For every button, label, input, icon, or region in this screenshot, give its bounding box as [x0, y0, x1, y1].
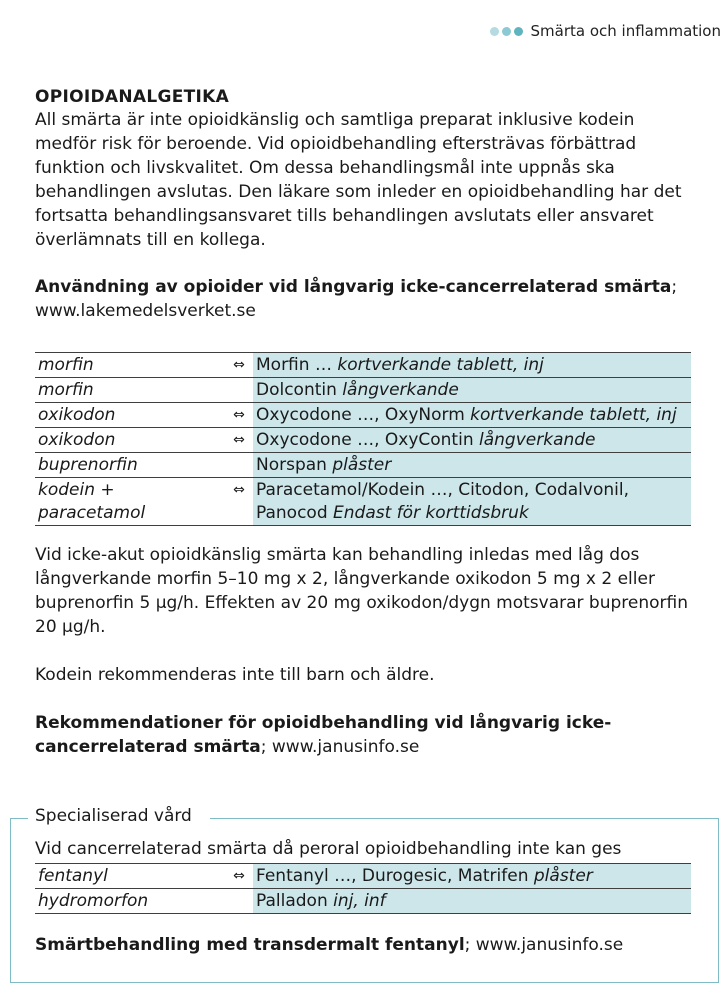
substance-name: oxikodon — [38, 405, 116, 425]
product-form: plåster — [326, 455, 392, 475]
box-border-left — [10, 818, 28, 819]
reference-3-link[interactable]: ; www.janusinfo.se — [464, 935, 624, 955]
dot-icon — [514, 27, 523, 36]
product-list: Oxycodone …, OxyContin — [256, 430, 474, 450]
header-title: Smärta och inflammation — [530, 22, 721, 40]
substance-name: kodein + paracetamol — [38, 480, 146, 523]
interchangeable-icon — [225, 453, 253, 478]
reference-3 — [35, 933, 695, 957]
product-form: kortverkande tablett, inj — [464, 405, 677, 425]
substance-name: buprenorfin — [38, 455, 138, 475]
specialist-label: Specialiserad vård — [35, 806, 192, 826]
table-row — [35, 478, 691, 526]
product-list: Morfin … — [256, 355, 332, 375]
substance-name: morfin — [38, 380, 94, 400]
product-list: Paracetamol/Kodein …, Citodon, Codalvonil, Panocod — [256, 480, 629, 523]
reference-2-title: Rekommendationer för opioidbehandling vid långvarig icke-cancerrelaterad smärta — [35, 713, 612, 757]
product-names — [253, 378, 691, 403]
product-names — [253, 403, 691, 428]
section-dots-icon — [490, 27, 523, 36]
product-list: Fentanyl …, Durogesic, Matrifen — [256, 866, 529, 886]
drug-table — [35, 352, 691, 526]
product-names — [253, 453, 691, 478]
product-form: inj, inf — [327, 891, 386, 911]
table-row — [35, 403, 691, 428]
interchangeable-icon — [225, 378, 253, 403]
running-header — [490, 20, 721, 42]
table-row — [35, 378, 691, 403]
intro-paragraph: All smärta är inte opioidkänslig och samtliga preparat inklusive kodein medför risk för beroende. Vid opioidbehandling eftersträvas förbättrad funktion och livskvalitet. Om dessa behandlingsmål inte uppnås ska behandlingen avslutas. Den läkare som inleder en opioidbehandling har det fortsatta behandlingsansvaret tills behandlingen avslutats eller ansvaret överlämnats till en kollega. — [35, 110, 682, 250]
box-border-right — [210, 818, 718, 819]
interchangeable-icon: ⇔ — [233, 357, 245, 373]
product-names — [253, 428, 691, 453]
table-row — [35, 889, 691, 914]
specialist-drug-table — [35, 863, 691, 914]
reference-2-link[interactable]: ; www.janusinfo.se — [260, 737, 420, 757]
interchangeable-icon: ⇔ — [233, 868, 245, 884]
table-row — [35, 428, 691, 453]
product-form: långverkande — [336, 380, 459, 400]
specialist-content — [35, 837, 695, 957]
codeine-note: Kodein rekommenderas inte till barn och äldre. — [35, 665, 435, 685]
product-form: Endast för korttidsbruk — [327, 503, 529, 523]
reference-3-title: Smärtbehandling med transdermalt fentanyl — [35, 935, 465, 955]
table-row — [35, 864, 691, 889]
product-names — [253, 889, 691, 914]
product-names — [253, 478, 691, 526]
reference-2 — [35, 711, 695, 759]
table-row — [35, 353, 691, 378]
dosage-paragraph: Vid icke-akut opioidkänslig smärta kan behandling inledas med låg dos långverkande morfin 5–10 mg x 2, långverkande oxikodon 5 mg x 2 eller buprenorfin 5 µg/h. Effekten av 20 mg oxikodon/dygn motsvarar buprenorfin 20 µg/h. — [35, 545, 689, 637]
interchangeable-icon — [225, 889, 253, 914]
reference-1-title: Användning av opioider vid långvarig icke-cancerrelaterad smärta — [35, 277, 672, 297]
substance-name: hydromorfon — [38, 891, 149, 911]
table-row — [35, 453, 691, 478]
product-list: Oxycodone …, OxyNorm — [256, 405, 465, 425]
product-form: långverkande — [473, 430, 596, 450]
substance-name: morfin — [38, 355, 94, 375]
reference-1-link[interactable]: ; www.lakemedelsverket.se — [35, 277, 678, 321]
main-content — [35, 86, 695, 759]
reference-1 — [35, 275, 695, 323]
product-form: kortverkande tablett, inj — [331, 355, 544, 375]
interchangeable-icon: ⇔ — [233, 432, 245, 448]
product-form: plåster — [528, 866, 593, 886]
substance-name: fentanyl — [38, 866, 108, 886]
substance-name: oxikodon — [38, 430, 116, 450]
product-names — [253, 353, 691, 378]
product-list: Dolcontin — [256, 380, 337, 400]
dot-icon — [490, 27, 499, 36]
product-list: Palladon — [256, 891, 328, 911]
interchangeable-icon: ⇔ — [233, 482, 245, 498]
product-list: Norspan — [256, 455, 327, 475]
dot-icon — [502, 27, 511, 36]
interchangeable-icon: ⇔ — [233, 407, 245, 423]
specialist-text: Vid cancerrelaterad smärta då peroral opioidbehandling inte kan ges — [35, 839, 622, 859]
product-names — [253, 864, 691, 889]
section-heading: OPIOIDANALGETIKA — [35, 87, 230, 107]
